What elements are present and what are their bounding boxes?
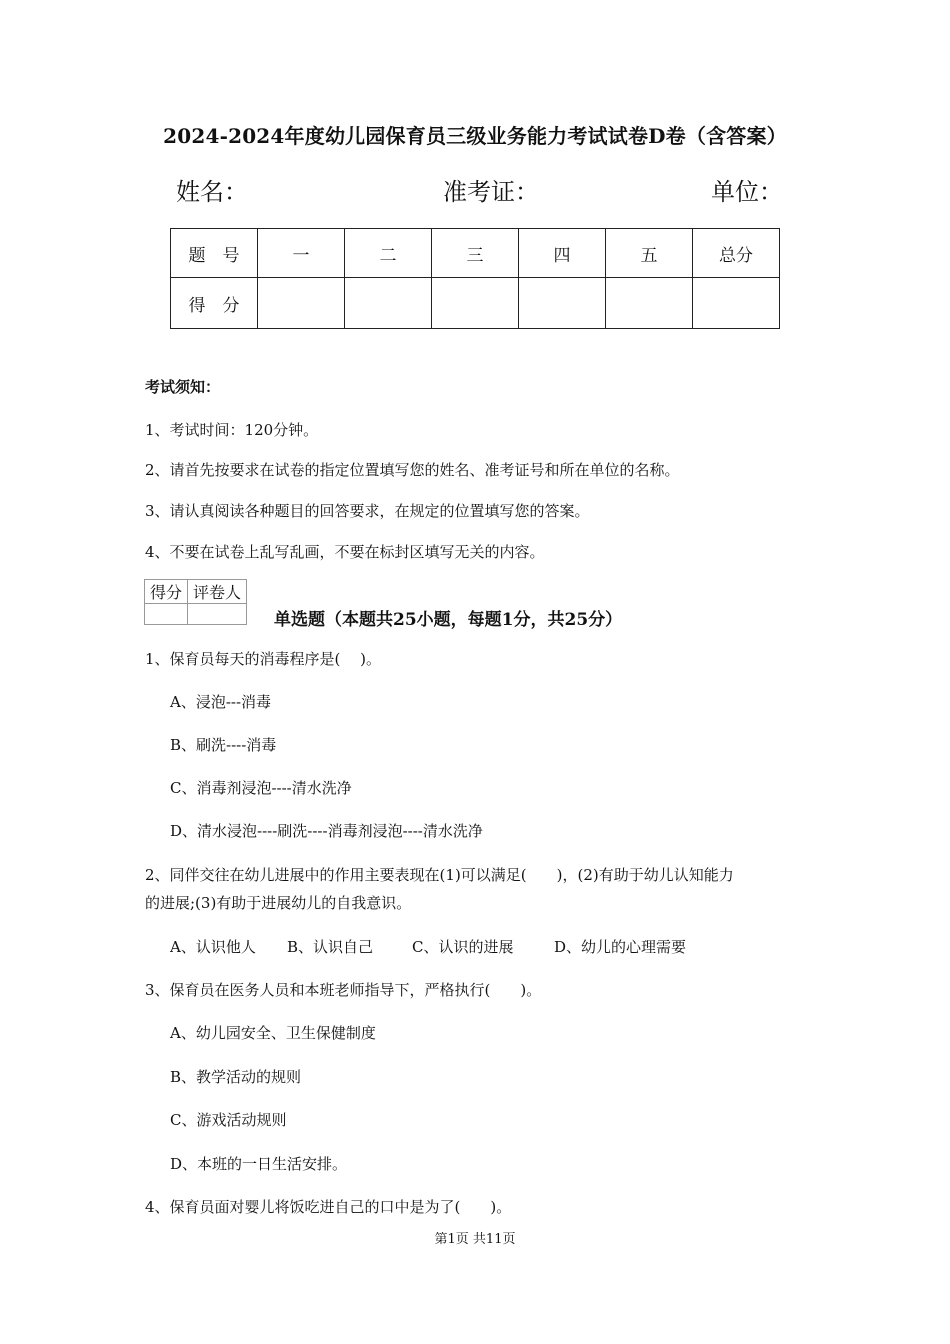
- score-cell[interactable]: [693, 278, 780, 329]
- question-option: A、认识他人: [170, 938, 256, 956]
- score-cell[interactable]: [345, 278, 432, 329]
- notice-item: 2、请首先按要求在试卷的指定位置填写您的姓名、准考证号和所在单位的名称。: [145, 461, 680, 479]
- score-header-cell: 一: [258, 229, 345, 278]
- question-option: B、教学活动的规则: [170, 1068, 302, 1086]
- notice-item: 4、不要在试卷上乱写乱画，不要在标封区填写无关的内容。: [145, 543, 545, 561]
- question-option: C、认识的进展: [412, 938, 514, 956]
- score-header-cell: 三: [432, 229, 519, 278]
- score-header-cell: 总分: [693, 229, 780, 278]
- grader-reviewer-label: 评卷人: [188, 580, 247, 604]
- question-option: D、本班的一日生活安排。: [170, 1155, 348, 1173]
- score-cell[interactable]: [258, 278, 345, 329]
- score-row-label: 得 分: [171, 278, 258, 329]
- score-header-cell: 四: [519, 229, 606, 278]
- notice-title: 考试须知：: [145, 378, 221, 396]
- score-table-score-row: [171, 278, 780, 329]
- question-stem-continued: 的进展;(3)有助于进展幼儿的自我意识。: [145, 894, 412, 912]
- score-cell[interactable]: [519, 278, 606, 329]
- question-option: D、清水浸泡----刷洗----消毒剂浸泡----清水洗净: [170, 822, 483, 840]
- question-stem: 4、保育员面对婴儿将饭吃进自己的口中是为了( )。: [145, 1198, 512, 1216]
- page-footer: 第1页 共11页: [434, 1232, 516, 1247]
- score-header-cell: 二: [345, 229, 432, 278]
- score-header-cell: 题 号: [171, 229, 258, 278]
- question-option: B、刷洗----消毒: [170, 736, 277, 754]
- unit-field-label: 单位：: [711, 178, 783, 206]
- question-option: D、幼儿的心理需要: [554, 938, 687, 956]
- exam-id-field-label: 准考证：: [443, 178, 539, 206]
- notice-item: 3、请认真阅读各种题目的回答要求，在规定的位置填写您的答案。: [145, 502, 590, 520]
- page-title: 2024-2024年度幼儿园保育员三级业务能力考试试卷D卷（含答案）: [163, 124, 787, 148]
- question-stem: 3、保育员在医务人员和本班老师指导下，严格执行( )。: [145, 981, 542, 999]
- question-stem: 2、同伴交往在幼儿进展中的作用主要表现在(1)可以满足( )，(2)有助于幼儿认知能力: [145, 866, 734, 884]
- grader-score-label: 得分: [145, 580, 188, 604]
- grader-score-cell[interactable]: [145, 604, 188, 625]
- grader-reviewer-cell[interactable]: [188, 604, 247, 625]
- question-option: A、幼儿园安全、卫生保健制度: [170, 1024, 376, 1042]
- score-cell[interactable]: [606, 278, 693, 329]
- score-cell[interactable]: [432, 278, 519, 329]
- score-table: [170, 228, 780, 329]
- question-option: A、浸泡---消毒: [170, 693, 272, 711]
- question-stem: 1、保育员每天的消毒程序是( )。: [145, 650, 382, 668]
- name-field-label: 姓名：: [176, 178, 248, 206]
- score-header-cell: 五: [606, 229, 693, 278]
- grader-box: [144, 579, 247, 625]
- question-option: C、游戏活动规则: [170, 1111, 287, 1129]
- question-option: C、消毒剂浸泡----清水洗净: [170, 779, 352, 797]
- notice-item: 1、考试时间：120分钟。: [145, 421, 319, 439]
- section-heading: 单选题（本题共25小题，每题1分，共25分）: [274, 610, 623, 630]
- question-option: B、认识自己: [287, 938, 374, 956]
- score-table-header-row: [171, 229, 780, 278]
